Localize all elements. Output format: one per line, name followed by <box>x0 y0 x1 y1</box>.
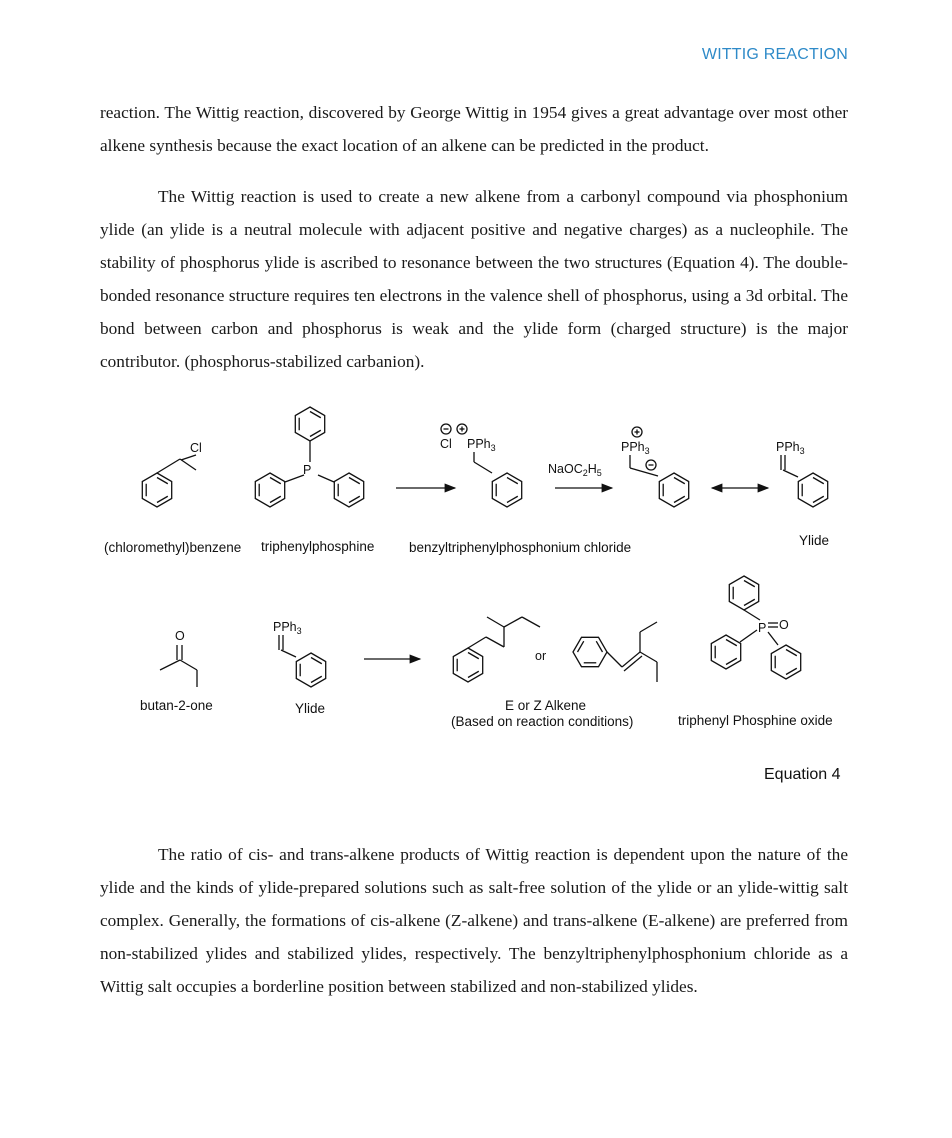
paragraph-ratio: The ratio of cis- and trans-alkene products of Wittig reaction is dependent upon the nature of the ylide and the kinds of ylide-prepared solutions such as salt-free solution of the ylide or an ylide-wittig salt complex. Generally, the formations of cis-alkene (Z-alkene) and trans-alkene (E-alkene) are preferred from non-stabilized ylides and stabilized ylides, respectively. The benzyltriphenylphosphonium chloride as a Wittig salt occupies a borderline position between stabilized and non-stabilized ylides. <box>100 845 848 996</box>
svg-text:O: O <box>779 618 789 632</box>
label-phosphine-oxide: triphenyl Phosphine oxide <box>678 713 833 728</box>
svg-text:Cl: Cl <box>440 437 452 451</box>
running-header: WITTIG REACTION <box>701 46 848 63</box>
paragraph-ylide: The Wittig reaction is used to create a new alkene from a carbonyl compound via phosphonium ylide (an ylide is a neutral molecule with adjacent positive and negative charges) as a nucleophile. The stability of phosphorus ylide is ascribed to resonance between the two structures (Equation 4). The double-bonded resonance structure requires ten electrons in the valence shell of phosphorus, using a 3d orbital. The bond between carbon and phosphorus is weak and the ylide form (charged structure) is the major contributor. (phosphorus-stabilized carbanion). <box>100 187 848 371</box>
atom-p: P <box>303 463 312 477</box>
svg-text:PPh3: PPh$_3$ <box>273 620 302 636</box>
triphenylphosphine-structure <box>255 407 363 507</box>
label-ylide-2: Ylide <box>295 701 326 716</box>
reagent-label: $NaOC_2H_5$ <box>548 462 602 478</box>
svg-text:P: P <box>758 621 767 635</box>
atom-cl: Cl <box>190 441 202 455</box>
label-alkene-products: E or Z Alkene <box>505 698 587 713</box>
svg-text:PPh3: PPh$_3$ <box>776 440 805 456</box>
label-butanone: butan-2-one <box>140 698 213 713</box>
ylide-charged-structure <box>621 427 689 507</box>
label-phosphonium-chloride: benzyltriphenylphosphonium chloride <box>409 540 632 555</box>
or-label: or <box>535 649 547 663</box>
label-triphenylphosphine: triphenylphosphine <box>261 539 375 554</box>
label-ylide-1: Ylide <box>799 533 830 548</box>
svg-text:O: O <box>175 629 185 643</box>
ylide-neutral-structure <box>776 440 828 507</box>
svg-text:PPh3: PPh$_3$ <box>621 440 650 456</box>
alkene-product-1 <box>453 617 540 682</box>
paragraph-intro: reaction. The Wittig reaction, discovered by George Wittig in 1954 gives a great advantage over most other alkene synthesis because the exact location of an alkene can be predicted in the product. <box>100 103 848 155</box>
label-chloromethylbenzene: (chloromethyl)benzene <box>104 540 242 555</box>
alkene-product-2 <box>573 622 657 682</box>
svg-text:PPh3: PPh$_3$ <box>467 437 496 453</box>
chloromethylbenzene-structure <box>142 441 202 507</box>
butanone-structure <box>160 629 197 687</box>
phosphonium-salt-structure <box>440 424 522 507</box>
label-reaction-conditions: (Based on reaction conditions) <box>451 714 634 729</box>
ylide-reagent-structure <box>273 620 326 687</box>
triphenylphosphine-oxide-structure <box>711 576 800 679</box>
equation-label: Equation 4 <box>764 766 841 783</box>
